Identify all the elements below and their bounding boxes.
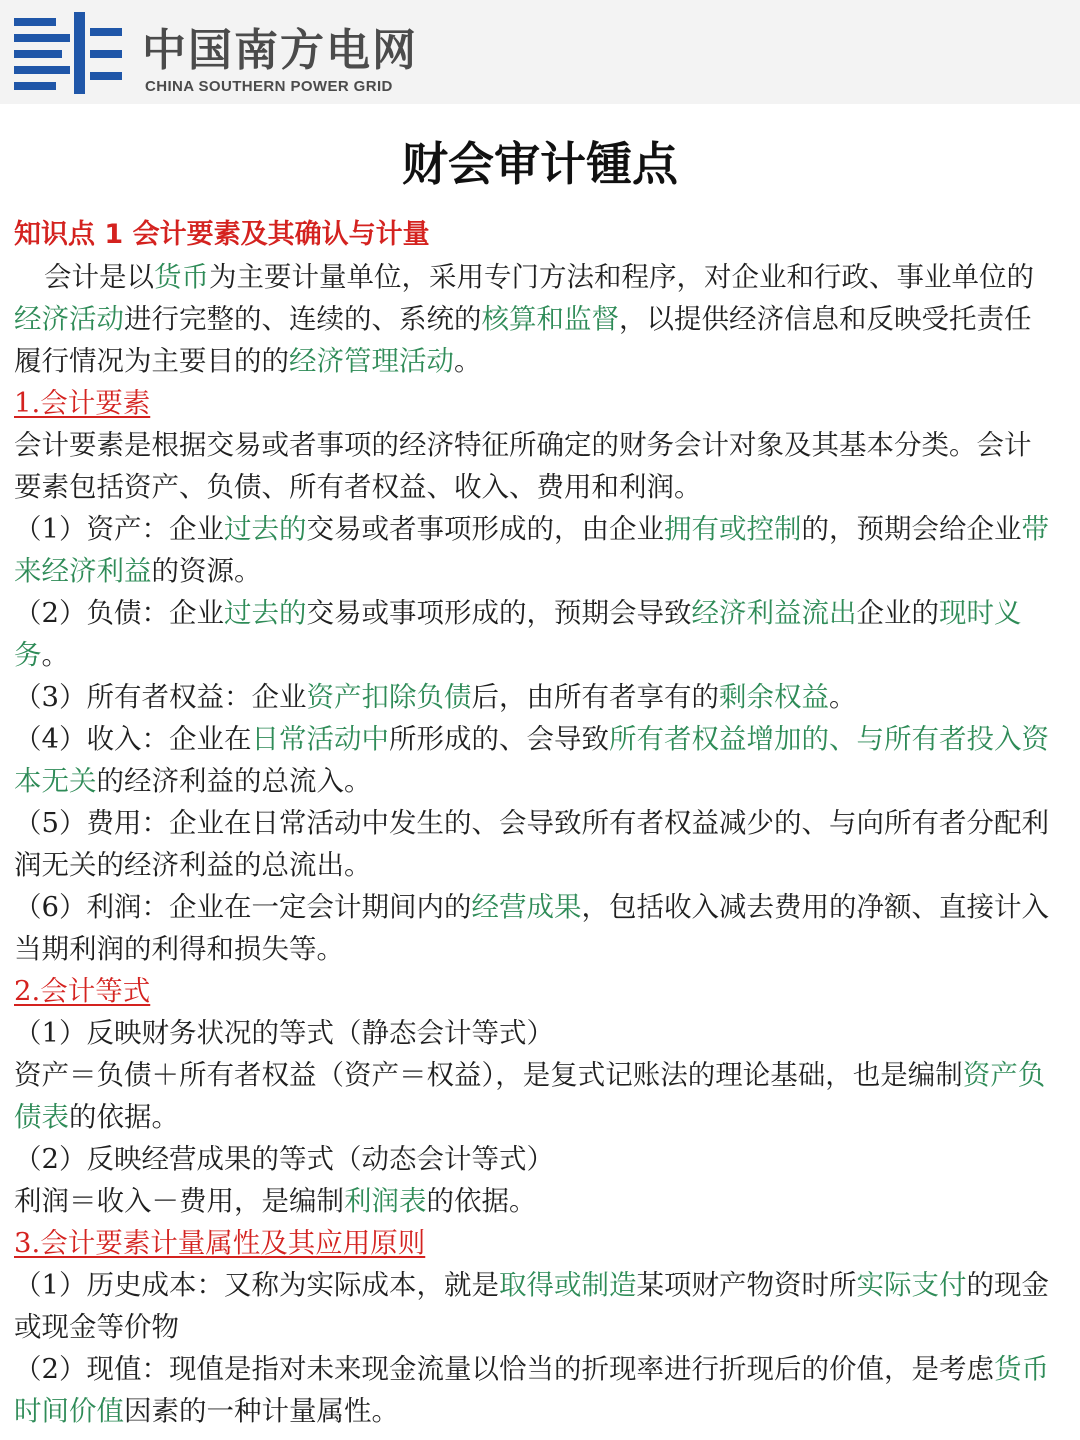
element-item-equity [14,676,1054,718]
body-text: 的经济利益的总流入。 [96,765,372,797]
body-text: 因素的一种计量属性。 [124,1395,399,1427]
element-item-assets [14,508,1054,592]
body-text: 进行完整的、连续的、系统的 [124,303,482,335]
body-text: 的资源。 [151,555,262,587]
csg-logo-icon [14,12,122,94]
highlight-text: 货币 [154,261,209,293]
element-item-profit [14,886,1054,970]
equation-line-dynamic-title [14,1138,1054,1180]
body-text: 所形成的、会导致 [389,723,609,755]
highlight-text: 拥有或控制 [664,513,802,545]
section-heading-elements-text: 1.会计要素 [14,387,151,419]
highlight-text: 经济活动 [14,303,124,335]
body-text: 。 [41,639,69,671]
body-text: （5）费用：企业在日常活动中发生的、会导致所有者权益减少的、与向所有者分配利润无关的经济利益的总流出。 [14,807,1049,881]
highlight-text: 过去的 [224,597,307,629]
body-text: 后，由所有者享有的 [471,681,719,713]
highlight-text: 带来经济利益 [14,513,1049,587]
highlight-text: 利润表 [344,1185,427,1217]
body-text: 利润＝收入－费用，是编制 [14,1185,344,1217]
body-text: 的，预期会给企业 [801,513,1022,545]
highlight-text: 资产扣除负债 [306,681,472,713]
document-body [14,214,1054,1432]
section-heading-measurement-text: 3.会计要素计量属性及其应用原则 [14,1227,426,1259]
highlight-text: 取得或制造 [499,1269,637,1301]
body-text: 某项财产物资时所 [636,1269,857,1301]
body-text: （2）反映经营成果的等式（动态会计等式） [14,1143,554,1175]
page-title: 财会审计锺点 [402,137,678,191]
highlight-text: 过去的 [224,513,307,545]
equation-line-static [14,1054,1054,1138]
measurement-item-historical-cost [14,1264,1054,1348]
intro-paragraph [14,256,1054,382]
body-text: （2）负债：企业 [14,597,224,629]
body-text: 资产＝负债＋所有者权益（资产＝权益），是复式记账法的理论基础，也是编制 [14,1059,963,1091]
body-text: 为主要计量单位，采用专门方法和程序，对企业和行政、事业单位的 [209,261,1034,293]
body-text: 。 [454,345,482,377]
element-item-liabilities [14,592,1054,676]
highlight-text: 货币时间价值 [14,1353,1049,1427]
highlight-text: 剩余权益 [719,681,829,713]
section-heading-equation [14,970,1054,1012]
body-text: 企业的 [856,597,939,629]
body-text: 。 [829,681,857,713]
section-heading-equation-text: 2.会计等式 [14,975,151,1007]
body-text: （6）利润：企业在一定会计期间内的 [14,891,472,923]
section-heading-measurement [14,1222,1054,1264]
element-item-expenses [14,802,1054,886]
knowledge-point-heading: 知识点 1 会计要素及其确认与计量 [14,219,430,250]
highlight-text: 资产负债表 [14,1059,1046,1133]
body-text: 会计是以 [44,261,154,293]
body-text: 会计要素是根据交易或者事项的经济特征所确定的财务会计对象及其基本分类。会计要素包括资产、负债、所有者权益、收入、费用和利润。 [14,429,1032,503]
highlight-text: 现时义务 [14,597,1022,671]
element-item-revenue [14,718,1054,802]
body-text: （4）收入：企业在 [14,723,252,755]
equation-line-static-title [14,1012,1054,1054]
brand-name-cn: 中国南方电网 [142,25,418,76]
elements-definition [14,424,1054,508]
highlight-text: 经营成果 [471,891,582,923]
measurement-item-present-value [14,1348,1054,1432]
highlight-text: 实际支付 [856,1269,967,1301]
highlight-text: 经济管理活动 [289,345,454,377]
body-text: 交易或事项形成的，预期会导致 [306,597,692,629]
body-text: （3）所有者权益：企业 [14,681,307,713]
body-text: （1）历史成本：又称为实际成本，就是 [14,1269,499,1301]
body-text: 交易或者事项形成的，由企业 [306,513,664,545]
highlight-text: 日常活动中 [251,723,389,755]
body-text: 的依据。 [426,1185,537,1217]
body-text: （1）反映财务状况的等式（静态会计等式） [14,1017,554,1049]
body-text: （2）现值：现值是指对未来现金流量以恰当的折现率进行折现后的价值，是考虑 [14,1353,994,1385]
body-text: 的依据。 [69,1101,179,1133]
body-text: ，以提供经济信息和反映受托责任履行情况为主要目的的 [14,303,1032,377]
equation-line-dynamic [14,1180,1054,1222]
brand-name-en: CHINA SOUTHERN POWER GRID [145,78,393,95]
section-heading-elements [14,382,1054,424]
highlight-text: 经济利益流出 [691,597,857,629]
highlight-text: 核算和监督 [481,303,619,335]
header-bar [0,0,1080,104]
highlight-text: 所有者权益增加的、与所有者投入资本无关 [14,723,1049,797]
body-text: （1）资产：企业 [14,513,224,545]
body-text: 的现金或现金等价物 [14,1269,1049,1343]
body-text: ，包括收入减去费用的净额、直接计入当期利润的利得和损失等。 [14,891,1049,965]
